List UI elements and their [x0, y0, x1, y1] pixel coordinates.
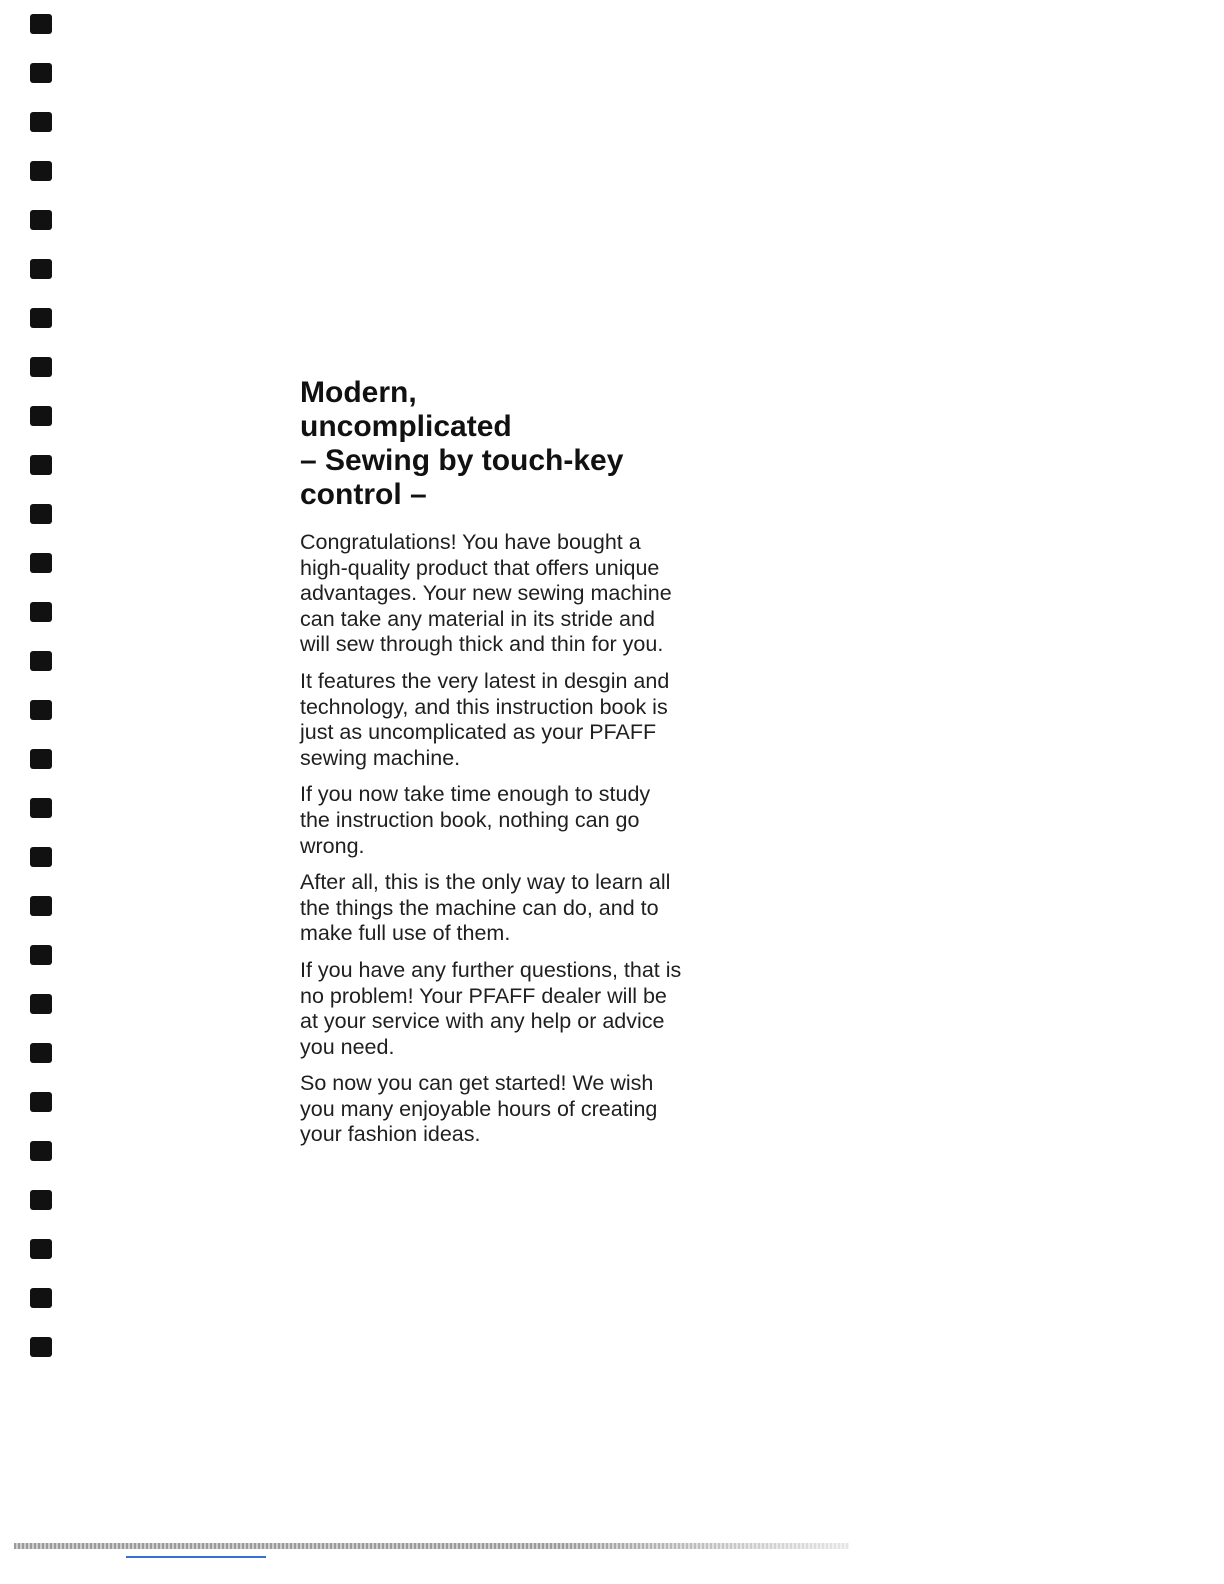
text-line: It features the very latest in desgin and	[300, 668, 670, 693]
binding-hole	[30, 749, 52, 769]
paragraph-congratulations	[300, 530, 740, 658]
binding-hole	[30, 308, 52, 328]
title-line: Modern,	[300, 376, 417, 409]
paragraph-features	[300, 669, 740, 771]
text-line: advantages. Your new sewing machine	[300, 581, 672, 606]
text-line: at your service with any help or advice	[300, 1009, 665, 1034]
scan-edge-fade	[560, 1543, 850, 1549]
text-line: the things the machine can do, and to	[300, 895, 659, 920]
binding-hole	[30, 14, 52, 34]
text-line: you need.	[300, 1034, 395, 1059]
text-line: will sew through thick and thin for you.	[300, 632, 664, 657]
binding-hole	[30, 847, 52, 867]
text-line: no problem! Your PFAFF dealer will be	[300, 983, 667, 1008]
binding-hole	[30, 798, 52, 818]
binding-hole	[30, 1141, 52, 1161]
binding-hole	[30, 1288, 52, 1308]
binding-hole	[30, 651, 52, 671]
text-line: can take any material in its stride and	[300, 606, 655, 631]
binding-hole	[30, 161, 52, 181]
text-line: high-quality product that offers unique	[300, 555, 660, 580]
paragraph-learn	[300, 870, 740, 947]
text-line: your fashion ideas.	[300, 1122, 481, 1147]
text-line: wrong.	[300, 833, 365, 858]
page-content	[300, 376, 740, 1159]
binding-hole	[30, 504, 52, 524]
text-line: After all, this is the only way to learn all	[300, 870, 671, 895]
scan-edge-underline	[126, 1556, 266, 1558]
binding-hole	[30, 896, 52, 916]
text-line: If you now take time enough to study	[300, 782, 651, 807]
binding-hole	[30, 63, 52, 83]
binding-hole	[30, 259, 52, 279]
binding-hole	[30, 112, 52, 132]
binding-hole	[30, 1190, 52, 1210]
text-line: If you have any further questions, that is	[300, 957, 682, 982]
binding-hole	[30, 1239, 52, 1259]
text-line: technology, and this instruction book is	[300, 694, 668, 719]
text-line: Congratulations! You have bought a	[300, 530, 641, 554]
binding-hole	[30, 994, 52, 1014]
text-line: make full use of them.	[300, 921, 511, 946]
binding-hole	[30, 700, 52, 720]
binding-hole	[30, 210, 52, 230]
binding-hole	[30, 1092, 52, 1112]
title-line: uncomplicated	[300, 410, 512, 443]
title-line: control –	[300, 478, 427, 511]
text-line: the instruction book, nothing can go	[300, 807, 640, 832]
binding-hole	[30, 602, 52, 622]
title-line: – Sewing by touch-key	[300, 444, 624, 477]
binding-hole	[30, 1043, 52, 1063]
binding-hole	[30, 1337, 52, 1357]
text-line: just as uncomplicated as your PFAFF	[300, 720, 657, 745]
binding-hole	[30, 945, 52, 965]
binding-hole	[30, 406, 52, 426]
paragraph-questions	[300, 958, 740, 1060]
binding-holes	[30, 14, 54, 1414]
binding-hole	[30, 455, 52, 475]
text-line: sewing machine.	[300, 745, 461, 770]
text-line: So now you can get started! We wish	[300, 1071, 654, 1096]
text-line: you many enjoyable hours of creating	[300, 1096, 658, 1121]
binding-hole	[30, 553, 52, 573]
binding-hole	[30, 357, 52, 377]
page-title	[300, 376, 740, 512]
paragraph-study	[300, 782, 740, 859]
paragraph-get-started	[300, 1071, 740, 1148]
